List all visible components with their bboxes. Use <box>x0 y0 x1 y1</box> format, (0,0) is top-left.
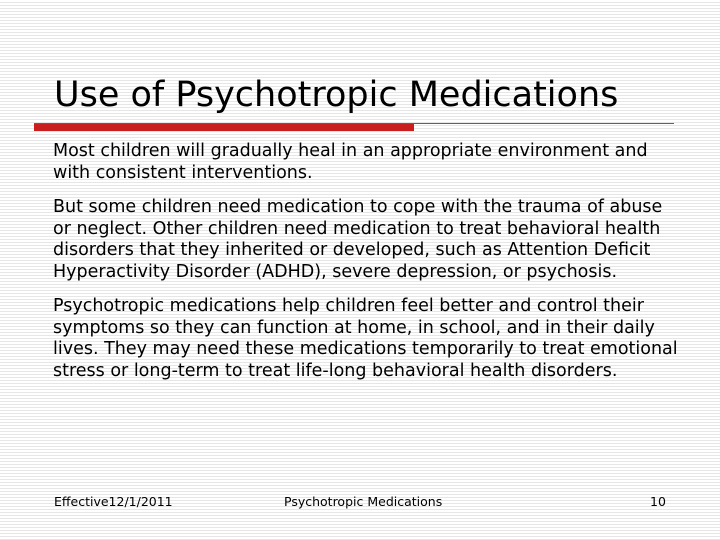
paragraph: But some children need medication to cope with the trauma of abuse or neglect. Other children need medication to treat behavioral health disorders that they inherited or developed, such as Attention Deficit Hyperactivity Disorder (ADHD), severe depression, or psychosis. <box>53 197 663 282</box>
footer-date: Effective12/1/2011 <box>54 494 173 509</box>
page-number: 10 <box>650 494 666 509</box>
slide-body <box>53 141 683 395</box>
paragraph: Most children will gradually heal in an appropriate environment and with consistent interventions. <box>53 141 648 183</box>
paragraph: Psychotropic medications help children feel better and control their symptoms so they can function at home, in school, and in their daily lives. They may need these medications temporarily to treat emotional stress or long-term to treat life-long behavioral health disorders. <box>53 296 678 381</box>
title-accent-bar <box>34 124 414 131</box>
slide-title: Use of Psychotropic Medications <box>54 75 619 115</box>
footer-title: Psychotropic Medications <box>284 494 443 509</box>
